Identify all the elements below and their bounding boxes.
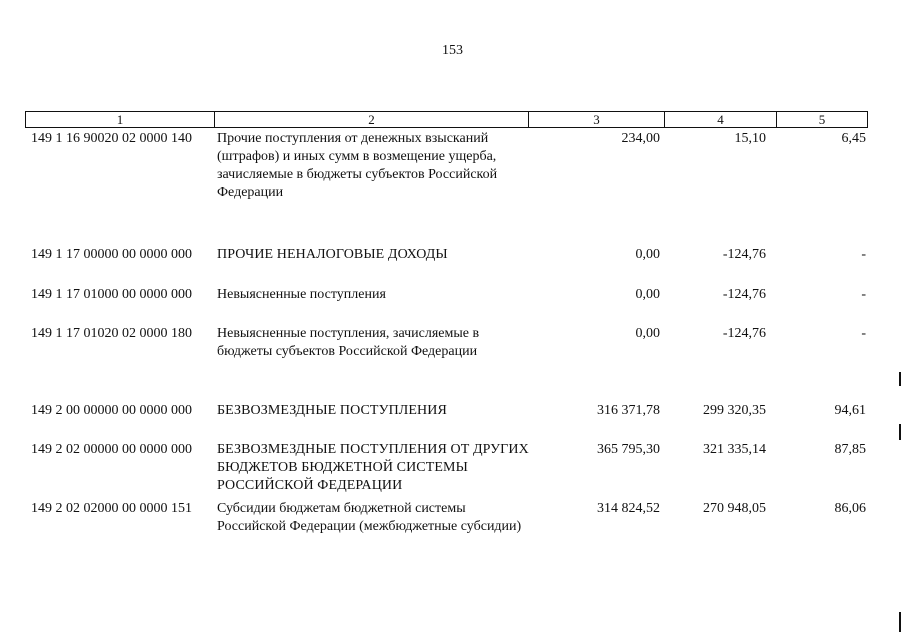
row-name: Прочие поступления от денежных взысканий (штрафов) и иных сумм в возмещение ущерба, зачисляемые в бюджеты субъектов Российской Федерации xyxy=(217,131,498,200)
row-value-3: 314 824,52 xyxy=(597,501,660,516)
row-value-5: - xyxy=(861,287,866,302)
column-header-5: 5 xyxy=(776,112,867,127)
row-value-4: -124,76 xyxy=(722,326,766,341)
column-header-3: 3 xyxy=(528,112,664,127)
row-code: 149 2 02 02000 00 0000 151 xyxy=(31,501,192,516)
row-name: Субсидии бюджетам бюджетной системы Российской Федерации (межбюджетные субсидии) xyxy=(217,501,522,534)
row-value-4: -124,76 xyxy=(722,287,766,302)
row-value-4: 15,10 xyxy=(734,131,766,146)
column-header-1: 1 xyxy=(116,112,124,127)
table-header xyxy=(25,111,868,128)
row-name: БЕЗВОЗМЕЗДНЫЕ ПОСТУПЛЕНИЯ xyxy=(217,403,447,418)
row-value-4: -124,76 xyxy=(722,247,766,262)
row-value-4: 299 320,35 xyxy=(703,403,766,418)
row-value-5: 94,61 xyxy=(834,403,866,418)
row-value-5: - xyxy=(861,326,866,341)
scan-edge-mark xyxy=(899,372,901,386)
row-name: ПРОЧИЕ НЕНАЛОГОВЫЕ ДОХОДЫ xyxy=(217,247,448,262)
row-value-5: 6,45 xyxy=(841,131,866,146)
row-name: Невыясненные поступления, зачисляемые в бюджеты субъектов Российской Федерации xyxy=(217,326,480,359)
row-value-5: 87,85 xyxy=(834,442,866,457)
row-code: 149 2 02 00000 00 0000 000 xyxy=(31,442,192,457)
row-value-3: 234,00 xyxy=(621,131,660,146)
row-value-4: 321 335,14 xyxy=(703,442,766,457)
row-name: Невыясненные поступления xyxy=(217,287,386,302)
page-number: 153 xyxy=(442,43,463,58)
row-code: 149 1 17 01000 00 0000 000 xyxy=(31,287,192,302)
scan-edge-mark xyxy=(899,612,901,632)
row-value-3: 0,00 xyxy=(635,247,660,262)
row-name: БЕЗВОЗМЕЗДНЫЕ ПОСТУПЛЕНИЯ ОТ ДРУГИХ БЮДЖЕТОВ БЮДЖЕТНОЙ СИСТЕМЫ РОССИЙСКОЙ ФЕДЕРАЦИИ xyxy=(217,442,529,493)
row-code: 149 1 16 90020 02 0000 140 xyxy=(31,131,192,146)
row-value-3: 0,00 xyxy=(635,287,660,302)
row-code: 149 1 17 01020 02 0000 180 xyxy=(31,326,192,341)
row-value-3: 0,00 xyxy=(635,326,660,341)
row-value-3: 316 371,78 xyxy=(597,403,660,418)
column-header-2: 2 xyxy=(214,112,528,127)
row-value-4: 270 948,05 xyxy=(703,501,766,516)
row-value-5: 86,06 xyxy=(834,501,866,516)
column-header-4: 4 xyxy=(664,112,776,127)
row-code: 149 2 00 00000 00 0000 000 xyxy=(31,403,192,418)
row-value-3: 365 795,30 xyxy=(597,442,660,457)
row-code: 149 1 17 00000 00 0000 000 xyxy=(31,247,192,262)
row-value-5: - xyxy=(861,247,866,262)
scan-edge-mark xyxy=(899,424,901,440)
